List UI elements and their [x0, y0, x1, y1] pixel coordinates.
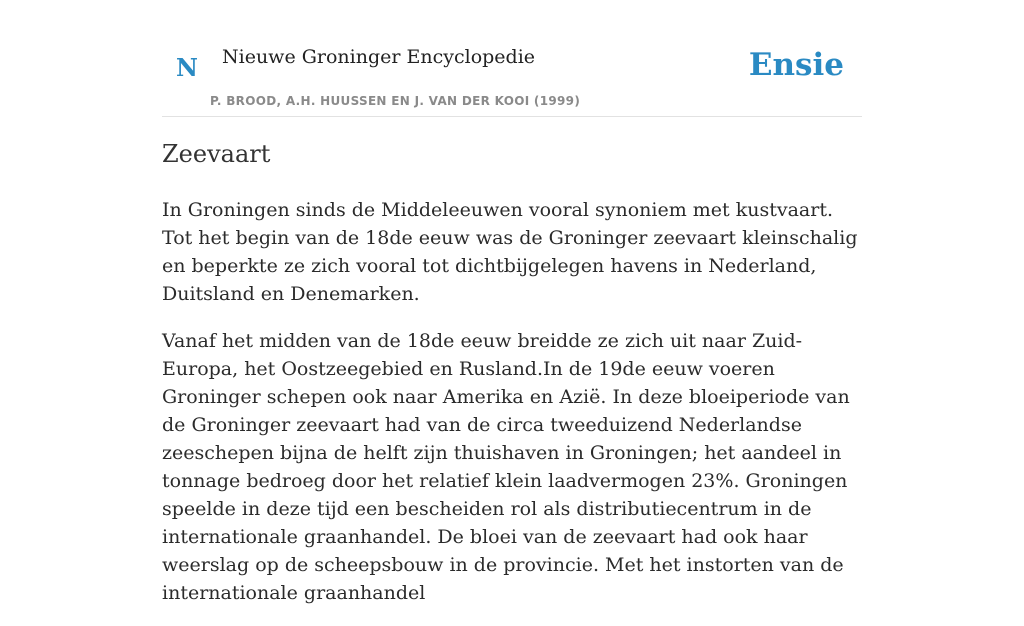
article — [162, 138, 862, 626]
article-paragraph: Vanaf het midden van de 18de eeuw breidde ze zich uit naar Zuid-Europa, het Oostzeegebied en Rusland.In de 19de eeuw voeren Groninger schepen ook naar Amerika en Azië. In deze bloeiperiode van de Groninger zeevaart had van de circa tweeduizend Nederlandse zeeschepen bijna de helft zijn thuishaven in Groningen; het aandeel in tonnage bedroeg door het relatief klein laadvermogen 23%. Groningen speelde in deze tijd een bescheiden rol als distributiecentrum in de internationale graanhandel. De bloei van de zeevaart had ook haar weerslag op de scheepsbouw in de provincie. Met het instorten van de internationale graanhandel — [162, 330, 850, 604]
article-paragraph: In Groningen sinds de Middeleeuwen vooral synoniem met kustvaart. Tot het begin van de 18de eeuw was de Groninger zeevaart kleinschalig en beperkte ze zich vooral tot dichtbijgelegen havens in Nederland, Duitsland en Denemarken. — [162, 199, 858, 305]
article-title: Zeevaart — [162, 140, 271, 168]
source-header — [162, 0, 862, 117]
publication-logo: N — [176, 53, 198, 82]
publication-authors: P. BROOD, A.H. HUUSSEN EN J. VAN DER KOOI (1999) — [210, 94, 581, 108]
ensie-logo-link[interactable]: Ensie — [748, 47, 844, 83]
publication-title[interactable]: Nieuwe Groninger Encyclopedie — [222, 46, 536, 68]
